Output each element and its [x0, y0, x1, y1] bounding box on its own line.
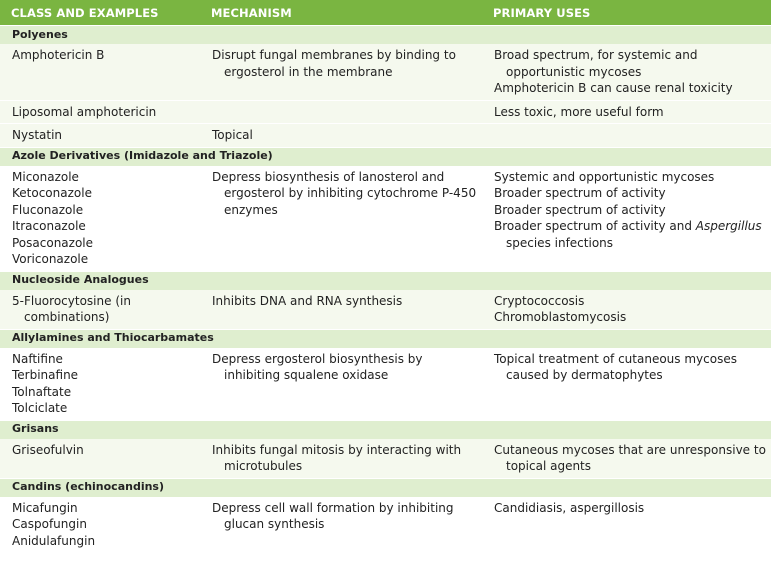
mechanism-cell [200, 439, 482, 479]
drug-name: Voriconazole [12, 252, 89, 266]
drug-name: Ketoconazole [12, 186, 92, 200]
header-mechanism: MECHANISM [200, 0, 482, 26]
drug-cell [0, 439, 200, 479]
section-row-polyenes [0, 26, 771, 45]
mechanism-text: Topical [212, 128, 253, 142]
drug-cell [0, 44, 200, 100]
use-text: Cutaneous mycoses that are unresponsive to topical agents [494, 442, 766, 473]
mechanism-cell [200, 166, 482, 272]
drug-cell [0, 290, 200, 330]
mechanism-cell [200, 100, 482, 124]
section-row-allylamines [0, 329, 771, 348]
table-row [0, 44, 771, 100]
mechanism-text: Disrupt fungal membranes by binding to ergosterol in the membrane [212, 48, 456, 79]
table-row [0, 166, 771, 272]
use-text: Candidiasis, aspergillosis [494, 500, 645, 515]
use-text: Broader spectrum of activity and Aspergillus species infections [494, 219, 762, 250]
uses-cell [482, 497, 771, 553]
table-row [0, 290, 771, 330]
header-class: CLASS AND EXAMPLES [0, 0, 200, 26]
drug-name: Naftifine [12, 351, 63, 366]
use-text: Cryptococcosis [494, 293, 585, 308]
mechanism-text: Inhibits DNA and RNA synthesis [212, 293, 403, 308]
use-text: Topical treatment of cutaneous mycoses caused by dermatophytes [494, 351, 737, 382]
use-text: Broader spectrum of activity [494, 186, 666, 200]
uses-cell [482, 348, 771, 421]
drug-name: Griseofulvin [12, 442, 84, 457]
drug-cell [0, 124, 200, 148]
table-row [0, 124, 771, 148]
uses-cell [482, 290, 771, 330]
use-text: Chromoblastomycosis [494, 310, 627, 324]
drug-name: Terbinafine [12, 368, 79, 382]
drug-name: Miconazole [12, 169, 79, 184]
mechanism-cell [200, 348, 482, 421]
drug-name: Anidulafungin [12, 533, 96, 548]
drug-name: Tolnaftate [12, 384, 72, 399]
section-row-grisans [0, 420, 771, 439]
drug-name: Itraconazole [12, 219, 86, 233]
drug-name: Nystatin [12, 128, 63, 142]
drug-cell [0, 100, 200, 124]
drug-cell [0, 497, 200, 553]
section-title: Polyenes [0, 26, 771, 45]
drug-name: Micafungin [12, 500, 78, 515]
section-title: Nucleoside Analogues [0, 271, 771, 290]
drug-name: Fluconazole [12, 202, 84, 217]
mechanism-cell [200, 497, 482, 553]
uses-cell [482, 166, 771, 272]
section-title: Candins (echinocandins) [0, 478, 771, 497]
drug-cell [0, 166, 200, 272]
mechanism-text: Depress cell wall formation by inhibiting glucan synthesis [212, 500, 454, 531]
section-row-nucleoside [0, 271, 771, 290]
uses-cell [482, 44, 771, 100]
table-row [0, 100, 771, 124]
use-text: Broad spectrum, for systemic and opportunistic mycoses [494, 48, 698, 79]
drug-name: Liposomal amphotericin [12, 104, 157, 119]
drug-name: Posaconazole [12, 235, 94, 250]
section-title: Allylamines and Thiocarbamates [0, 329, 771, 348]
uses-cell [482, 100, 771, 124]
section-row-candins [0, 478, 771, 497]
section-title: Grisans [0, 420, 771, 439]
header-uses: PRIMARY USES [482, 0, 771, 26]
use-text: Systemic and opportunistic mycoses [494, 169, 715, 184]
mechanism-cell [200, 124, 482, 148]
section-title: Azole Derivatives (Imidazole and Triazole) [0, 147, 771, 166]
table-row [0, 348, 771, 421]
header-row [0, 0, 771, 26]
table-row [0, 497, 771, 553]
mechanism-text: Depress biosynthesis of lanosterol and ergosterol by inhibiting cytochrome P-450 enzymes [212, 169, 477, 217]
table-row [0, 439, 771, 479]
use-text: Less toxic, more useful form [494, 104, 664, 119]
use-text: Amphotericin B can cause renal toxicity [494, 81, 733, 95]
drug-name: 5-Fluorocytosine (in combinations) [12, 293, 131, 324]
drug-name: Tolciclate [12, 401, 68, 415]
mechanism-text: Depress ergosterol biosynthesis by inhibiting squalene oxidase [212, 351, 423, 382]
use-text: Broader spectrum of activity [494, 202, 666, 217]
mechanism-cell [200, 290, 482, 330]
mechanism-cell [200, 44, 482, 100]
drug-cell [0, 348, 200, 421]
uses-cell [482, 439, 771, 479]
section-row-azoles [0, 147, 771, 166]
drug-name: Caspofungin [12, 517, 87, 531]
drug-name: Amphotericin B [12, 48, 105, 62]
mechanism-text: Inhibits fungal mitosis by interacting with microtubules [212, 442, 462, 473]
uses-cell [482, 124, 771, 148]
